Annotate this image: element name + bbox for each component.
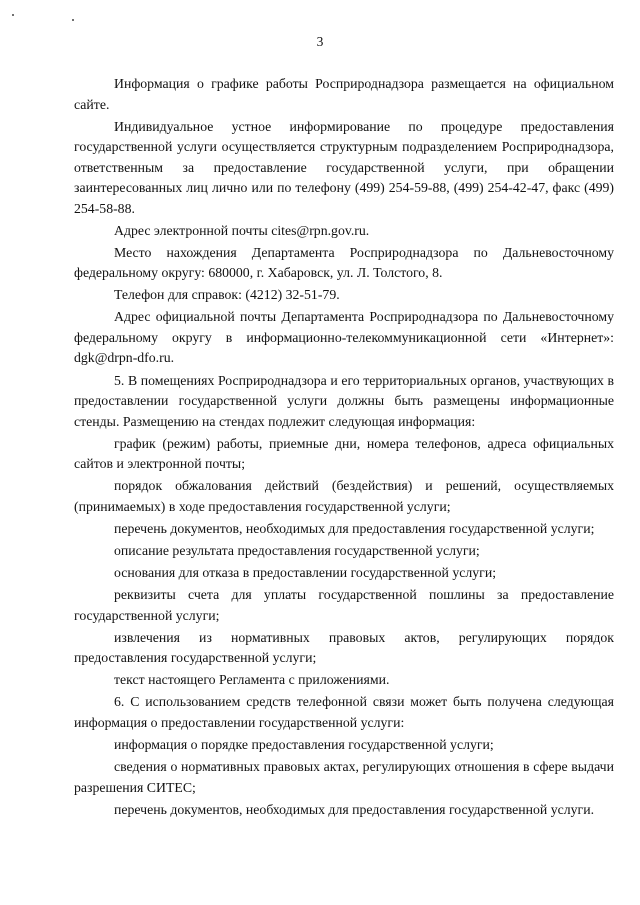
list-item: основания для отказа в предоставлении государственной услуги; [114, 565, 497, 581]
list-item: описание результата предоставления государственной услуги; [114, 542, 480, 558]
list-item: график (режим) работы, приемные дни, номера телефонов, адреса официальных сайтов и электронной почты; [74, 435, 614, 472]
scan-speck [72, 19, 74, 21]
list-item: информация о порядке предоставления государственной услуги; [114, 737, 494, 752]
list-item: извлечения из нормативных правовых актов, регулирующих порядок предоставления государственной услуги; [74, 629, 614, 666]
paragraph-schedule-info: Информация о графике работы Росприроднадзора размещается на официальном сайте. [74, 76, 614, 112]
paragraph-department-email: Адрес официальной почты Департамента Росприроднадзора по Дальневосточному федеральному округу в информационно-телекоммуникационной сети «Интернет»: dgk@drpn-dfo.ru. [74, 309, 614, 366]
page-number: 3 [316, 34, 324, 49]
list-item: сведения о нормативных правовых актах, регулирующих отношения в сфере выдачи разрешения СИТЕС; [74, 759, 614, 795]
list-item: перечень документов, необходимых для предоставления государственной услуги. [114, 801, 595, 817]
list-item: перечень документов, необходимых для предоставления государственной услуги; [114, 520, 595, 536]
paragraph-department-location: Место нахождения Департамента Росприроднадзора по Дальневосточному федеральному округу: 680000, г. Хабаровск, ул. Л. Толстого, 8. [74, 244, 614, 281]
list-item: порядок обжалования действий (бездействия) и решений, осуществляемых (принимаемых) в ходе предоставления государственной услуги; [74, 478, 614, 514]
paragraph-email: Адрес электронной почты cites@rpn.gov.ru. [114, 222, 370, 238]
document-body [74, 74, 614, 822]
list-item: текст настоящего Регламента с приложениями. [114, 672, 390, 688]
list-item: реквизиты счета для уплаты государственной пошлины за предоставление государственной услуги; [74, 587, 614, 623]
paragraph-section-5: 5. В помещениях Росприроднадзора и его территориальных органов, участвующих в предоставлении государственной услуги должны быть размещены информационные стенды. Размещению на стендах подлежит следующая информация: [74, 372, 614, 429]
paragraph-oral-informing: Индивидуальное устное информирование по процедуре предоставления государственной услуги осуществляется структурным подразделением Росприроднадзора, ответственным за предоставление государственной услуги, при обращении заинтересованных лиц лично или по телефону (499) 254-59-88, (499) 254-42-47, факс (499) 254-58-88. [74, 118, 614, 216]
paragraph-phone: Телефон для справок: (4212) 32-51-79. [114, 287, 340, 303]
paragraph-section-6: 6. С использованием средств телефонной связи может быть получена следующая информация о предоставлении государственной услуги: [74, 694, 614, 730]
scan-speck [12, 14, 14, 16]
